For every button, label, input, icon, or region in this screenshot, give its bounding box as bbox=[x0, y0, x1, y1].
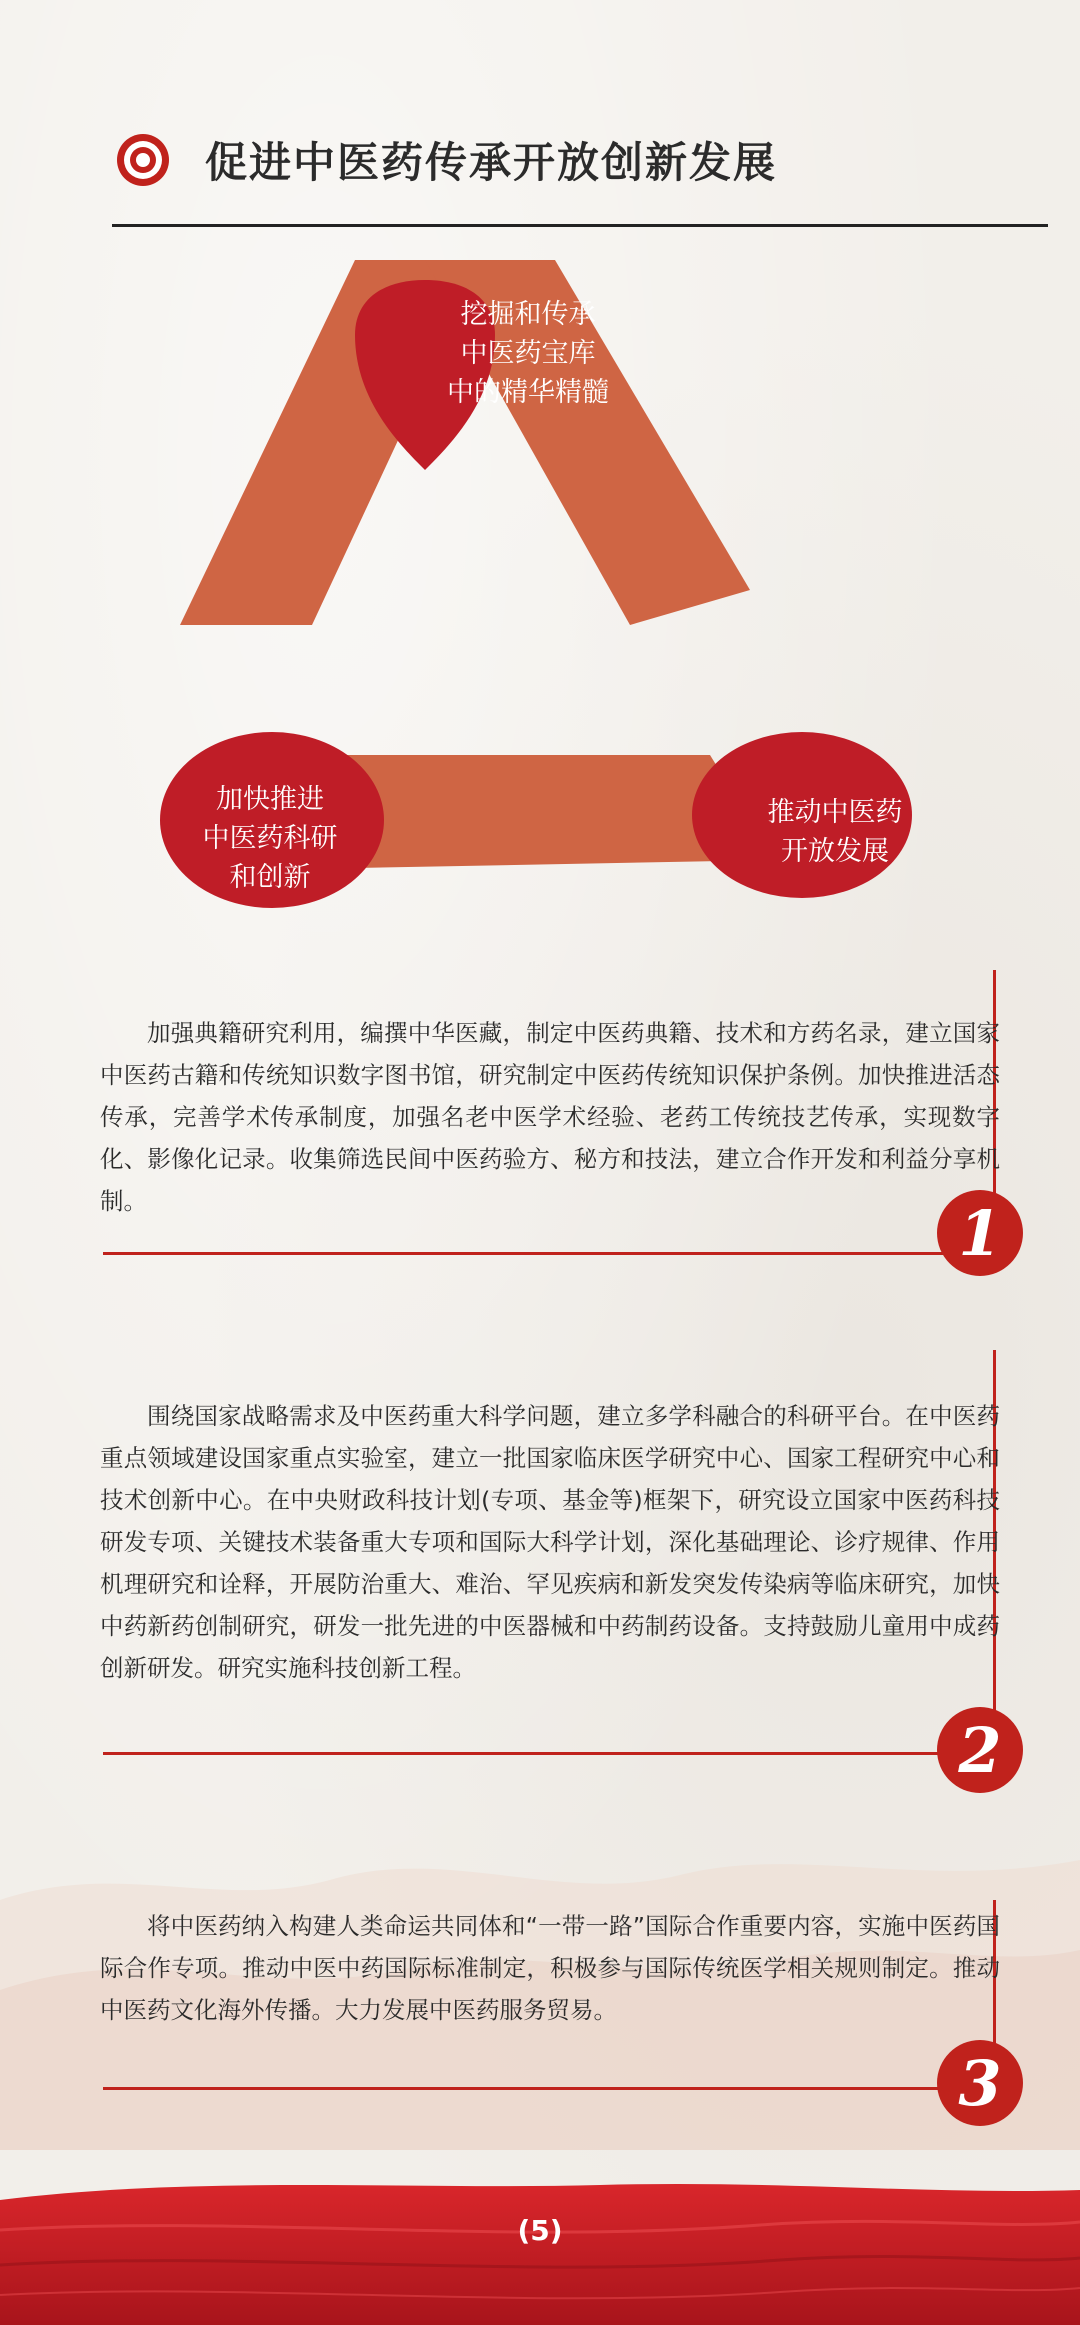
section-3-horizontal-rule bbox=[103, 2087, 963, 2090]
section-1-horizontal-rule bbox=[103, 1252, 963, 1255]
section-3 bbox=[100, 1905, 1000, 2031]
section-2 bbox=[100, 1395, 1000, 1689]
section-2-horizontal-rule bbox=[103, 1752, 963, 1755]
title-row bbox=[115, 125, 777, 195]
node-top-line-3: 中的精华精髓 bbox=[447, 377, 609, 408]
node-right-line-2: 开放发展 bbox=[781, 836, 889, 867]
node-right-line-1: 推动中医药 bbox=[767, 797, 903, 828]
node-top-line-2: 中医药宝库 bbox=[460, 338, 596, 369]
node-top-line-1: 挖掘和传承 bbox=[460, 299, 596, 330]
section-2-number-badge: 2 bbox=[937, 1707, 1023, 1793]
section-1-text: 加强典籍研究利用，编撰中华医藏，制定中医药典籍、技术和方药名录，建立国家中医药古籍和传统知识数字图书馆，研究制定中医药传统知识保护条例。加快推进活态传承，完善学术传承制度，加强名老中医学术经验、老药工传统技艺传承，实现数字化、影像化记录。收集筛选民间中医药验方、秘方和技法，建立合作开发和利益分享机制。 bbox=[100, 1019, 1000, 1215]
diagram-node-top bbox=[428, 295, 628, 412]
title-divider bbox=[112, 224, 1048, 227]
node-left-line-2: 中医药科研 bbox=[202, 823, 338, 854]
section-3-number-badge: 3 bbox=[937, 2040, 1023, 2126]
node-left-line-3: 和创新 bbox=[229, 862, 311, 893]
section-1 bbox=[100, 1012, 1000, 1222]
page-number: (5) bbox=[517, 2214, 563, 2247]
section-3-text: 将中医药纳入构建人类命运共同体和“一带一路”国际合作重要内容，实施中医药国际合作专项。推动中医中药国际标准制定，积极参与国际传统医学相关规则制定。推动中医药文化海外传播。大力发展中医药服务贸易。 bbox=[100, 1912, 1000, 2024]
section-1-number-badge: 1 bbox=[937, 1190, 1023, 1276]
diagram-node-right bbox=[740, 793, 930, 871]
target-icon bbox=[115, 132, 171, 188]
page-title: 促进中医药传承开放创新发展 bbox=[205, 138, 778, 187]
node-left-line-1: 加快推进 bbox=[216, 784, 324, 815]
diagram-node-left bbox=[170, 780, 370, 897]
section-2-text: 围绕国家战略需求及中医药重大科学问题，建立多学科融合的科研平台。在中医药重点领域建设国家重点实验室，建立一批国家临床医学研究中心、国家工程研究中心和技术创新中心。在中央财政科技计划(专项、基金等)框架下，研究设立国家中医药科技研发专项、关键技术装备重大专项和国际大科学计划，深化基础理论、诊疗规律、作用机理研究和诠释，开展防治重大、难治、罕见疾病和新发突发传染病等临床研究，加快中药新药创制研究，研发一批先进的中医器械和中药制药设备。支持鼓励儿童用中成药创新研发。研究实施科技创新工程。 bbox=[100, 1402, 1000, 1682]
red-wave-banner bbox=[0, 2170, 1080, 2325]
